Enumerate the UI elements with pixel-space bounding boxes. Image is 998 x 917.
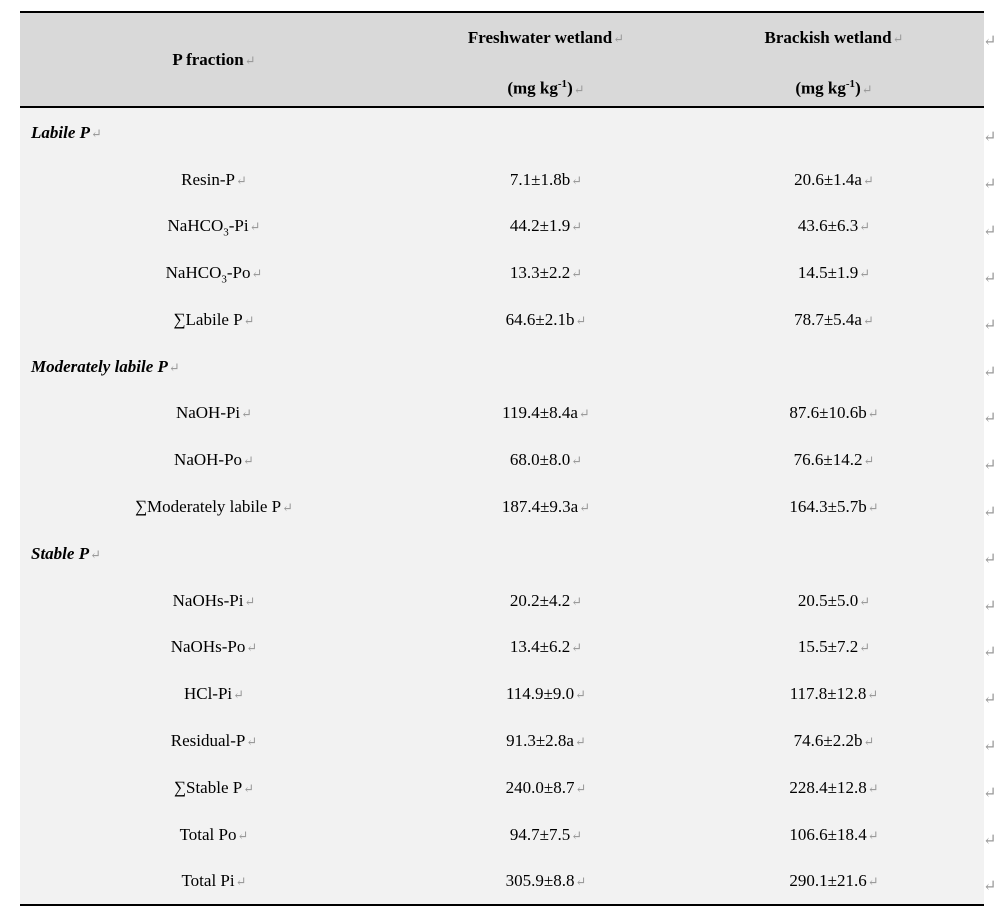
row-label: ∑Moderately labile P↵ bbox=[134, 497, 294, 516]
group-labile-p: Labile P↵ bbox=[31, 123, 102, 142]
header-freshwater: Freshwater wetland↵ bbox=[467, 28, 625, 47]
fresh-value: 13.3±2.2↵ bbox=[509, 263, 583, 282]
header-brackish: Brackish wetland↵ bbox=[764, 28, 904, 47]
row-end-mark: ↵ bbox=[983, 33, 997, 50]
fresh-value: 240.0±8.7↵ bbox=[505, 778, 587, 797]
row-label: NaOHs-Pi↵ bbox=[172, 591, 256, 610]
brackish-value: 228.4±12.8↵ bbox=[789, 778, 879, 797]
header-freshwater-unit: (mg $kg^{-1})↵$ bbox=[507, 78, 585, 98]
brackish-value: 290.1±21.6↵ bbox=[789, 871, 879, 890]
fresh-value: 91.3±2.8a↵ bbox=[506, 731, 586, 750]
row-label: NaOHs-Po↵ bbox=[170, 637, 258, 656]
brackish-value: 87.6±10.6b↵ bbox=[789, 403, 879, 422]
row-end-mark: ↵ bbox=[983, 878, 997, 895]
row-end-mark: ↵ bbox=[983, 832, 997, 849]
row-end-mark: ↵ bbox=[983, 598, 997, 615]
brackish-value: 76.6±14.2↵ bbox=[793, 450, 875, 469]
fresh-value: 187.4±9.3a↵ bbox=[501, 497, 591, 516]
brackish-value: 20.6±1.4a↵ bbox=[794, 170, 874, 189]
fresh-value: 13.4±6.2↵ bbox=[509, 637, 583, 656]
brackish-value: 164.3±5.7b↵ bbox=[789, 497, 879, 516]
fresh-value: 114.9±9.0↵ bbox=[505, 684, 587, 703]
row-label: NaOH-Po↵ bbox=[174, 450, 254, 469]
fresh-value: 64.6±2.1b↵ bbox=[505, 310, 587, 329]
row-label: NaOH-Pi↵ bbox=[175, 403, 253, 422]
row-end-mark: ↵ bbox=[983, 644, 997, 661]
top-rule bbox=[20, 11, 984, 13]
row-end-mark: ↵ bbox=[983, 457, 997, 474]
row-label: Resin-P↵ bbox=[181, 170, 247, 189]
brackish-value: 74.6±2.2b↵ bbox=[793, 731, 875, 750]
row-end-mark: ↵ bbox=[983, 691, 997, 708]
row-end-mark: ↵ bbox=[983, 176, 997, 193]
row-end-mark: ↵ bbox=[983, 317, 997, 334]
row-end-mark: ↵ bbox=[983, 129, 997, 146]
row-label: Total Pi↵ bbox=[181, 871, 247, 890]
row-end-mark: ↵ bbox=[983, 551, 997, 568]
fresh-value: 68.0±8.0↵ bbox=[509, 450, 583, 469]
row-label: Residual-P↵ bbox=[170, 731, 258, 750]
row-end-mark: ↵ bbox=[983, 364, 997, 381]
brackish-value: 15.5±7.2↵ bbox=[797, 637, 871, 656]
fresh-value: 7.1±1.8b↵ bbox=[509, 170, 583, 189]
bottom-rule bbox=[20, 904, 984, 906]
row-end-mark: ↵ bbox=[983, 504, 997, 521]
row-label: ∑Stable P↵ bbox=[173, 778, 255, 797]
row-label: Total Po↵ bbox=[179, 825, 249, 844]
fresh-value: 94.7±7.5↵ bbox=[509, 825, 583, 844]
row-end-mark: ↵ bbox=[983, 785, 997, 802]
header-brackish-unit: (mg $kg^{-1})↵$ bbox=[795, 78, 873, 98]
brackish-value: 117.8±12.8↵ bbox=[789, 684, 879, 703]
brackish-value: 43.6±6.3↵ bbox=[797, 216, 871, 235]
group-moderately-labile-p: Moderately labile P↵ bbox=[31, 357, 180, 376]
brackish-value: 106.6±18.4↵ bbox=[789, 825, 879, 844]
brackish-value: 78.7±5.4a↵ bbox=[794, 310, 874, 329]
row-label: HCl-Pi↵ bbox=[183, 684, 245, 703]
row-end-mark: ↵ bbox=[983, 223, 997, 240]
fresh-value: 119.4±8.4a↵ bbox=[502, 403, 590, 422]
header-p-fraction: P fraction↵ bbox=[172, 50, 256, 69]
fresh-value: 20.2±4.2↵ bbox=[509, 591, 583, 610]
row-label: NaHCO$_3$-Pi↵ bbox=[167, 216, 261, 239]
row-end-mark: ↵ bbox=[983, 738, 997, 755]
row-end-mark: ↵ bbox=[983, 410, 997, 427]
row-label: NaHCO$_3$-Po↵ bbox=[165, 263, 263, 286]
header-rule bbox=[20, 106, 984, 108]
row-label: ∑Labile P↵ bbox=[173, 310, 255, 329]
brackish-value: 14.5±1.9↵ bbox=[797, 263, 871, 282]
fresh-value: 305.9±8.8↵ bbox=[505, 871, 587, 890]
brackish-value: 20.5±5.0↵ bbox=[797, 591, 871, 610]
group-stable-p: Stable P↵ bbox=[31, 544, 101, 563]
row-end-mark: ↵ bbox=[983, 270, 997, 287]
fresh-value: 44.2±1.9↵ bbox=[509, 216, 583, 235]
